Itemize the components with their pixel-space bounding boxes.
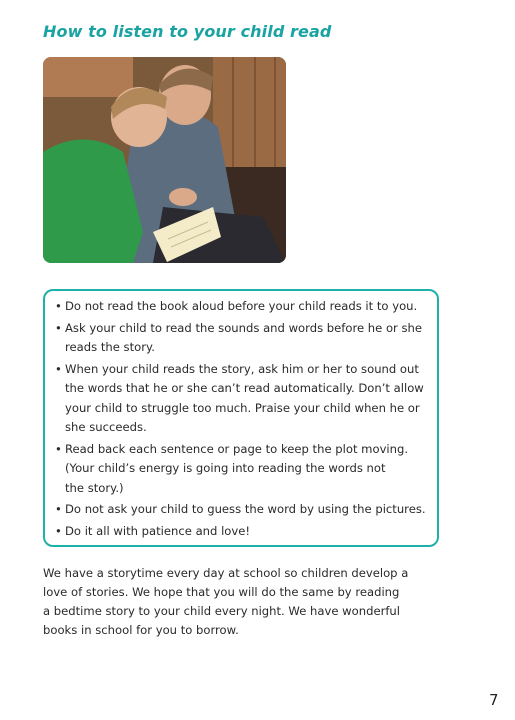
tip-item: • When your child reads the story, ask him or her to sound out the words that he or she can’t read automatically. Don’t allow your child to struggle too much. Praise your child when he or she succeeds. [55,361,424,434]
bullet-icon: • [55,502,62,516]
photo-parent-reading-with-child [43,57,286,263]
tip-item: • Read back each sentence or page to keep the plot moving. (Your child’s energy is going into reading the words not the story.) [55,441,409,495]
page-title: How to listen to your child read [43,22,332,41]
tip-item: • Do not ask your child to guess the word by using the pictures. [55,500,427,520]
listening-tips-box [43,289,439,547]
page-number: 7 [489,691,499,709]
bullet-icon: • [55,299,62,313]
tip-item: • Ask your child to read the sounds and words before he or she reads the story. [55,320,423,354]
bullet-icon: • [55,361,62,376]
bullet-icon: • [55,441,62,456]
storytime-paragraph: We have a storytime every day at school so children develop a love of stories. We hope that you will do the same by reading a bedtime story to your child every night. We have wonderful books in school for you to borrow. [43,566,409,637]
tip-item: • Do not read the book aloud before your child reads it to you. [55,297,427,317]
bullet-icon: • [55,320,62,335]
bullet-icon: • [55,523,62,538]
tips-list [55,297,427,541]
tip-item: • Do it all with patience and love! [55,522,427,542]
